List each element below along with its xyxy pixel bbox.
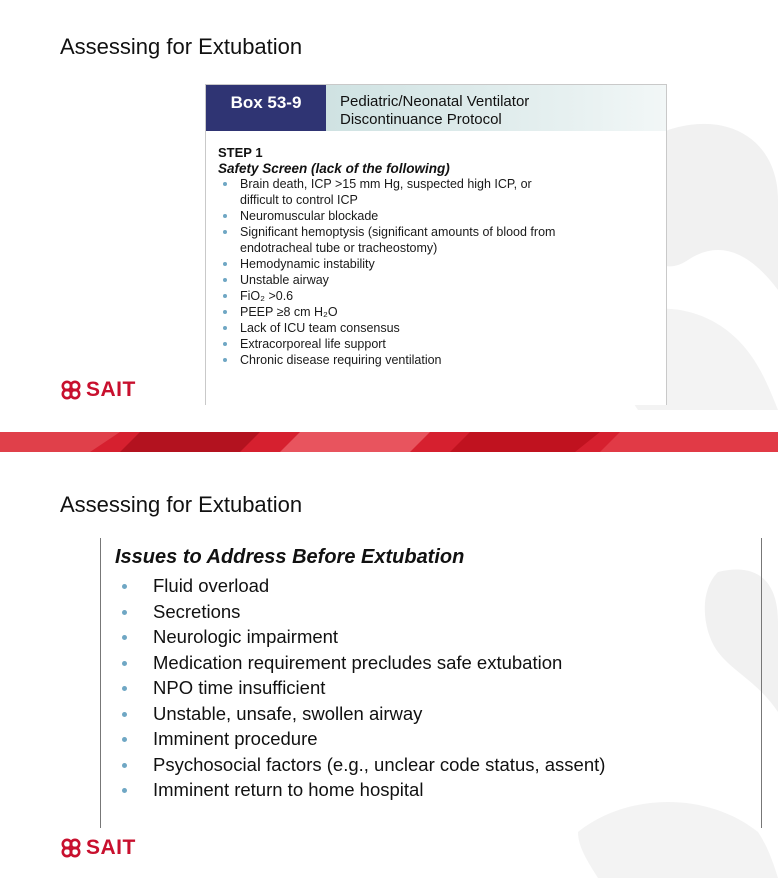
box-heading [326,85,666,131]
list-item: Significant hemoptysis (significant amounts of blood from [218,224,666,240]
slide-title: Assessing for Extubation [60,492,303,517]
sait-logo-text: SAIT [86,836,136,859]
issues-list [101,573,761,803]
list-item: Unstable, unsafe, swollen airway [101,701,761,727]
box-heading-line2: Discontinuance Protocol [340,111,502,128]
sait-logo [60,378,136,402]
issues-box [100,538,762,828]
box-header [206,85,666,131]
list-item-continuation: endotracheal tube or tracheostomy) [240,241,438,255]
list-item: Brain death, ICP >15 mm Hg, suspected high ICP, or [218,176,666,192]
sait-knot-icon [60,380,82,400]
slide-2 [0,452,778,878]
slide-divider-band [0,410,778,452]
list-item: Chronic disease requiring ventilation [218,352,666,368]
list-item: Hemodynamic instability [218,256,666,272]
issues-heading: Issues to Address Before Extubation [115,546,465,568]
sait-knot-icon [60,838,82,858]
list-item-continuation: difficult to control ICP [240,193,358,207]
list-item: Imminent return to home hospital [101,777,761,803]
safety-screen-list [218,176,666,368]
list-item: NPO time insufficient [101,675,761,701]
list-item: Unstable airway [218,272,666,288]
list-item: Medication requirement precludes safe extubation [101,650,761,676]
step-subtitle: Safety Screen (lack of the following) [218,161,450,176]
list-item: PEEP ≥8 cm H₂O [218,304,666,320]
box-label: Box 53-9 [206,85,326,131]
list-item: Neurologic impairment [101,624,761,650]
list-item: Imminent procedure [101,726,761,752]
protocol-box [205,84,667,405]
list-item: Neuromuscular blockade [218,208,666,224]
list-item: FiO₂ >0.6 [218,288,666,304]
slide-1 [0,0,778,410]
list-item: Psychosocial factors (e.g., unclear code status, assent) [101,752,761,778]
step-label: STEP 1 [218,145,263,160]
sait-logo [60,836,136,860]
list-item: Lack of ICU team consensus [218,320,666,336]
box-body [206,131,666,368]
list-item: Secretions [101,599,761,625]
red-banner-graphic [0,410,778,452]
sait-logo-text: SAIT [86,378,136,401]
list-item: Fluid overload [101,573,761,599]
box-heading-line1: Pediatric/Neonatal Ventilator [340,93,530,110]
slide-title: Assessing for Extubation [60,34,303,59]
list-item: Extracorporeal life support [218,336,666,352]
